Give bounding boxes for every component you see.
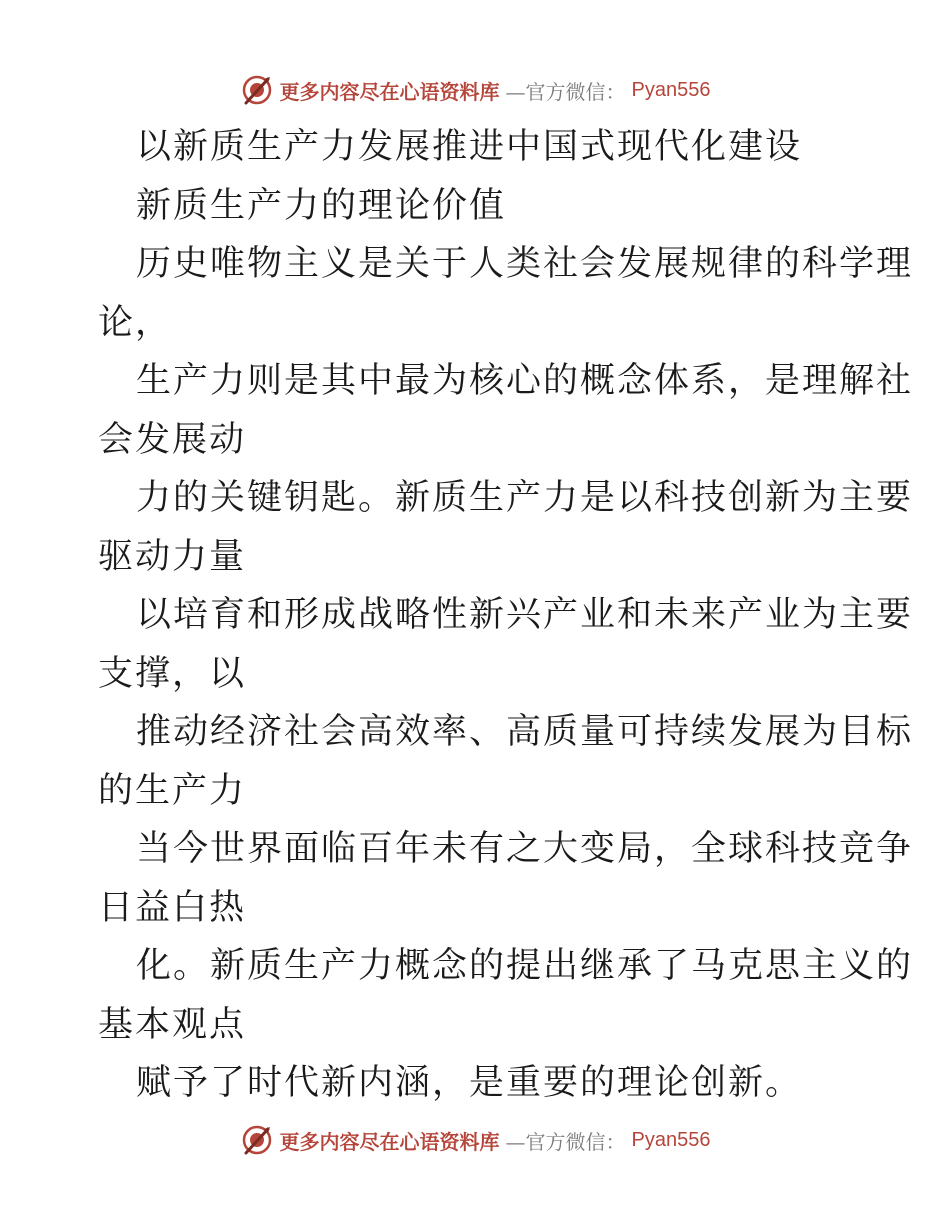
text-line: 生产力则是其中最为核心的概念体系，是理解社 — [136, 361, 914, 401]
document-body — [98, 118, 914, 1113]
quill-seal-icon — [240, 73, 274, 107]
text-line: 论， — [98, 302, 173, 343]
text-line: 力的关键钥匙。新质生产力是以科技创新为主要 — [136, 478, 914, 518]
text-line: 当今世界面临百年未有之大变局，全球科技竞争 — [136, 829, 914, 869]
text-line: 的生产力 — [98, 770, 247, 811]
footer-separator: —官方微信： — [505, 1129, 626, 1154]
header-separator: —官方微信： — [505, 79, 626, 104]
text-line: 日益白热 — [98, 887, 247, 928]
text-line: 驱动力量 — [98, 536, 247, 577]
text-line: 历史唯物主义是关于人类社会发展规律的科学理 — [136, 244, 914, 284]
text-line: 赋予了时代新内涵，是重要的理论创新。 — [136, 1063, 803, 1103]
header-banner — [0, 70, 950, 110]
footer-wechat-handle: Pyan556 — [631, 1128, 711, 1151]
quill-seal-icon — [240, 1123, 274, 1157]
footer-brand-text: 更多内容尽在心语资料库 — [279, 1129, 500, 1154]
header-wechat-handle: Pyan556 — [631, 78, 711, 101]
text-line: 基本观点 — [98, 1004, 247, 1045]
text-line: 支撑，以 — [98, 653, 247, 694]
text-line: 化。新质生产力概念的提出继承了马克思主义的 — [136, 946, 914, 986]
footer-banner — [0, 1120, 950, 1160]
text-line: 会发展动 — [98, 419, 247, 460]
document-subtitle: 新质生产力的理论价值 — [136, 185, 507, 226]
document-title: 以新质生产力发展推进中国式现代化建设 — [136, 127, 803, 167]
text-line: 推动经济社会高效率、高质量可持续发展为目标 — [136, 712, 914, 752]
text-line: 以培育和形成战略性新兴产业和未来产业为主要 — [136, 595, 914, 635]
header-brand-text: 更多内容尽在心语资料库 — [279, 79, 500, 104]
